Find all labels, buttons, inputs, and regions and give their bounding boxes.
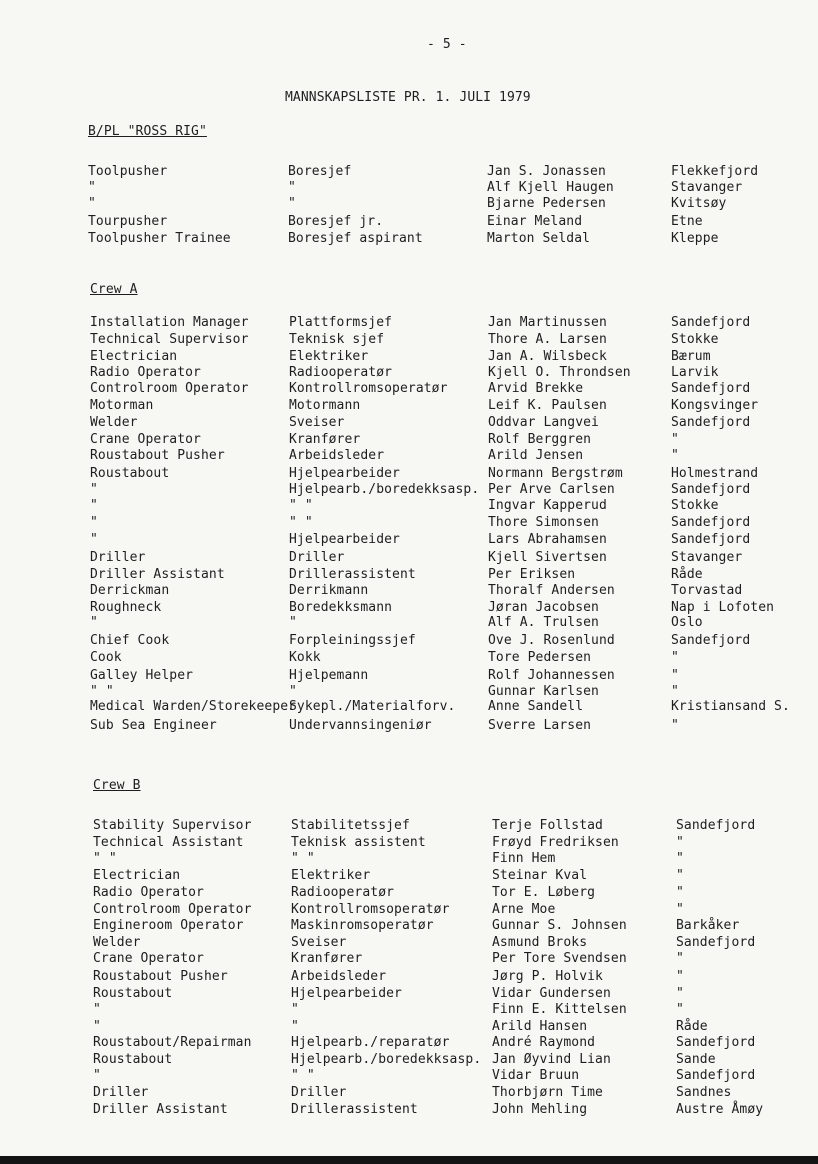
- position-en: " ": [90, 684, 114, 699]
- position-no: Derrikmann: [289, 583, 369, 598]
- position-en: Cook: [90, 650, 122, 665]
- position-en: ": [90, 482, 98, 497]
- person-name: Ove J. Rosenlund: [488, 633, 615, 648]
- person-name: Gunnar S. Johnsen: [492, 918, 627, 933]
- position-no: Stabilitetssjef: [291, 818, 410, 833]
- position-en: Electrician: [93, 868, 181, 883]
- position-en: ": [88, 180, 96, 195]
- position-en: Welder: [90, 415, 138, 430]
- person-name: Alf A. Trulsen: [488, 615, 599, 630]
- person-name: Thorbjørn Time: [492, 1085, 603, 1100]
- position-en: Derrickman: [90, 583, 170, 598]
- home-town: Kristiansand S.: [671, 699, 790, 714]
- position-no: Kontrollromsoperatør: [289, 381, 448, 396]
- position-no: Driller: [289, 550, 345, 565]
- home-town: Kongsvinger: [671, 398, 759, 413]
- position-no: ": [289, 684, 297, 699]
- person-name: Jan A. Wilsbeck: [488, 349, 607, 364]
- position-en: Driller: [90, 550, 146, 565]
- person-name: Kjell O. Throndsen: [488, 365, 631, 380]
- home-town: Sandefjord: [676, 1068, 756, 1083]
- person-name: Bjarne Pedersen: [487, 196, 606, 211]
- position-en: Toolpusher Trainee: [88, 231, 231, 246]
- person-name: Normann Bergstrøm: [488, 466, 623, 481]
- person-name: Per Arve Carlsen: [488, 482, 615, 497]
- home-town: Råde: [676, 1019, 708, 1034]
- home-town: Nap i Lofoten: [671, 600, 775, 615]
- person-name: Alf Kjell Haugen: [487, 180, 614, 195]
- position-en: ": [93, 1019, 101, 1034]
- position-no: Boresjef aspirant: [288, 231, 423, 246]
- person-name: Einar Meland: [487, 214, 583, 229]
- person-name: Arne Moe: [492, 902, 556, 917]
- position-no: Hjelpearbeider: [289, 466, 400, 481]
- home-town: Bærum: [671, 349, 711, 364]
- section-heading: Crew B: [93, 778, 141, 793]
- home-town: Sandefjord: [671, 315, 751, 330]
- home-town: Kvitsøy: [671, 196, 727, 211]
- position-no: ": [289, 615, 297, 630]
- person-name: Gunnar Karlsen: [488, 684, 599, 699]
- position-en: Controlroom Operator: [93, 902, 252, 917]
- person-name: Jan Martinussen: [488, 315, 607, 330]
- person-name: Thore A. Larsen: [488, 332, 607, 347]
- home-town: Etne: [671, 214, 703, 229]
- position-no: Sveiser: [289, 415, 345, 430]
- home-town: Råde: [671, 567, 703, 582]
- position-en: ": [90, 515, 98, 530]
- person-name: Thoralf Andersen: [488, 583, 615, 598]
- home-town: Sandefjord: [676, 818, 756, 833]
- scan-edge: [0, 1156, 818, 1164]
- position-no: Sveiser: [291, 935, 347, 950]
- section-heading: Crew A: [90, 282, 138, 297]
- home-town: Flekkefjord: [671, 164, 759, 179]
- position-en: Roustabout/Repairman: [93, 1035, 252, 1050]
- position-no: Undervannsingeniør: [289, 718, 432, 733]
- position-no: Radiooperatør: [289, 365, 393, 380]
- position-no: Boresjef jr.: [288, 214, 384, 229]
- home-town: Holmestrand: [671, 466, 759, 481]
- position-no: Boresjef: [288, 164, 352, 179]
- position-en: ": [93, 1068, 101, 1083]
- person-name: Marton Seldal: [487, 231, 591, 246]
- position-no: Hjelpearb./boredekksasp.: [289, 482, 480, 497]
- home-town: Sandefjord: [671, 515, 751, 530]
- home-town: Stavanger: [671, 180, 743, 195]
- position-en: ": [88, 196, 96, 211]
- person-name: Per Tore Svendsen: [492, 951, 627, 966]
- person-name: Vidar Gundersen: [492, 986, 611, 1001]
- position-no: Elektriker: [291, 868, 371, 883]
- home-town: Austre Åmøy: [676, 1102, 764, 1117]
- position-en: Chief Cook: [90, 633, 170, 648]
- person-name: Terje Follstad: [492, 818, 603, 833]
- person-name: Steinar Kval: [492, 868, 588, 883]
- position-no: Kranfører: [291, 951, 363, 966]
- person-name: Rolf Johannessen: [488, 668, 615, 683]
- person-name: Sverre Larsen: [488, 718, 592, 733]
- home-town: Stokke: [671, 332, 719, 347]
- position-no: " ": [289, 515, 313, 530]
- position-en: Driller: [93, 1085, 149, 1100]
- document-title: MANNSKAPSLISTE PR. 1. JULI 1979: [285, 90, 531, 105]
- position-en: Crane Operator: [93, 951, 204, 966]
- position-no: Drillerassistent: [291, 1102, 418, 1117]
- position-en: Roustabout Pusher: [90, 448, 225, 463]
- position-no: ": [288, 196, 296, 211]
- position-no: Arbeidsleder: [289, 448, 385, 463]
- position-en: Medical Warden/Storekeeper: [90, 699, 297, 714]
- position-no: Maskinromsoperatør: [291, 918, 434, 933]
- position-en: Crane Operator: [90, 432, 201, 447]
- home-town: ": [676, 851, 684, 866]
- home-town: ": [676, 1002, 684, 1017]
- person-name: Anne Sandell: [488, 699, 584, 714]
- home-town: ": [676, 986, 684, 1001]
- person-name: Arild Jensen: [488, 448, 584, 463]
- home-town: Sandefjord: [671, 415, 751, 430]
- position-en: Technical Assistant: [93, 835, 244, 850]
- position-no: " ": [289, 498, 313, 513]
- position-en: Roughneck: [90, 600, 162, 615]
- home-town: Kleppe: [671, 231, 719, 246]
- position-no: Forpleiningssjef: [289, 633, 416, 648]
- person-name: Vidar Bruun: [492, 1068, 580, 1083]
- home-town: ": [676, 969, 684, 984]
- person-name: Rolf Berggren: [488, 432, 592, 447]
- position-no: Driller: [291, 1085, 347, 1100]
- person-name: Jørg P. Holvik: [492, 969, 603, 984]
- home-town: Larvik: [671, 365, 719, 380]
- person-name: Lars Abrahamsen: [488, 532, 607, 547]
- position-en: ": [90, 532, 98, 547]
- position-no: Boredekksmann: [289, 600, 393, 615]
- person-name: Kjell Sivertsen: [488, 550, 607, 565]
- position-en: Tourpusher: [88, 214, 168, 229]
- home-town: Sandefjord: [676, 1035, 756, 1050]
- position-en: " ": [93, 851, 117, 866]
- position-no: Hjelpearb./reparatør: [291, 1035, 450, 1050]
- person-name: Arild Hansen: [492, 1019, 588, 1034]
- position-en: Radio Operator: [90, 365, 201, 380]
- position-no: " ": [291, 851, 315, 866]
- position-no: Arbeidsleder: [291, 969, 387, 984]
- home-town: Sande: [676, 1052, 716, 1067]
- home-town: Oslo: [671, 615, 703, 630]
- home-town: Sandefjord: [671, 633, 751, 648]
- person-name: Tor E. Løberg: [492, 885, 596, 900]
- person-name: Ingvar Kapperud: [488, 498, 607, 513]
- position-no: Sykepl./Materialforv.: [289, 699, 456, 714]
- home-town: ": [676, 835, 684, 850]
- position-no: Motormann: [289, 398, 361, 413]
- position-no: Kranfører: [289, 432, 361, 447]
- person-name: André Raymond: [492, 1035, 596, 1050]
- position-no: Kokk: [289, 650, 321, 665]
- person-name: Finn Hem: [492, 851, 556, 866]
- position-no: Teknisk assistent: [291, 835, 426, 850]
- home-town: ": [671, 650, 679, 665]
- rig-name: B/PL "ROSS RIG": [88, 124, 207, 139]
- home-town: Stokke: [671, 498, 719, 513]
- position-en: Technical Supervisor: [90, 332, 249, 347]
- position-no: " ": [291, 1068, 315, 1083]
- person-name: Asmund Broks: [492, 935, 588, 950]
- position-no: Radiooperatør: [291, 885, 395, 900]
- position-no: Drillerassistent: [289, 567, 416, 582]
- person-name: Jøran Jacobsen: [488, 600, 599, 615]
- home-town: ": [676, 951, 684, 966]
- home-town: ": [671, 448, 679, 463]
- position-en: Controlroom Operator: [90, 381, 249, 396]
- home-town: ": [671, 684, 679, 699]
- position-en: Roustabout: [93, 1052, 173, 1067]
- home-town: Barkåker: [676, 918, 740, 933]
- home-town: ": [676, 868, 684, 883]
- position-en: Engineroom Operator: [93, 918, 244, 933]
- position-no: ": [291, 1019, 299, 1034]
- home-town: Sandefjord: [671, 482, 751, 497]
- home-town: Sandefjord: [671, 381, 751, 396]
- position-en: Galley Helper: [90, 668, 194, 683]
- position-en: Driller Assistant: [93, 1102, 228, 1117]
- position-en: Stability Supervisor: [93, 818, 252, 833]
- position-no: ": [288, 180, 296, 195]
- position-no: Elektriker: [289, 349, 369, 364]
- position-en: Roustabout Pusher: [93, 969, 228, 984]
- position-en: Driller Assistant: [90, 567, 225, 582]
- position-no: Hjelpearbeider: [289, 532, 400, 547]
- position-en: Roustabout: [93, 986, 173, 1001]
- position-no: ": [291, 1002, 299, 1017]
- home-town: Sandnes: [676, 1085, 732, 1100]
- person-name: Tore Pedersen: [488, 650, 592, 665]
- position-en: Roustabout: [90, 466, 170, 481]
- position-no: Hjelpearbeider: [291, 986, 402, 1001]
- home-town: Sandefjord: [676, 935, 756, 950]
- person-name: Arvid Brekke: [488, 381, 584, 396]
- home-town: ": [671, 718, 679, 733]
- position-en: Sub Sea Engineer: [90, 718, 217, 733]
- page-number: - 5 -: [427, 37, 467, 52]
- home-town: Torvastad: [671, 583, 743, 598]
- position-en: Motorman: [90, 398, 154, 413]
- person-name: Leif K. Paulsen: [488, 398, 607, 413]
- person-name: Finn E. Kittelsen: [492, 1002, 627, 1017]
- position-en: Toolpusher: [88, 164, 168, 179]
- position-en: Radio Operator: [93, 885, 204, 900]
- person-name: Thore Simonsen: [488, 515, 599, 530]
- person-name: Jan Øyvind Lian: [492, 1052, 611, 1067]
- position-no: Teknisk sjef: [289, 332, 385, 347]
- person-name: Jan S. Jonassen: [487, 164, 606, 179]
- home-town: ": [676, 885, 684, 900]
- position-en: Welder: [93, 935, 141, 950]
- position-en: ": [90, 498, 98, 513]
- home-town: ": [671, 668, 679, 683]
- position-no: Hjelpemann: [289, 668, 369, 683]
- person-name: John Mehling: [492, 1102, 588, 1117]
- home-town: Sandefjord: [671, 532, 751, 547]
- person-name: Oddvar Langvei: [488, 415, 599, 430]
- home-town: ": [676, 902, 684, 917]
- person-name: Per Eriksen: [488, 567, 576, 582]
- position-en: Electrician: [90, 349, 178, 364]
- position-no: Kontrollromsoperatør: [291, 902, 450, 917]
- position-no: Hjelpearb./boredekksasp.: [291, 1052, 482, 1067]
- person-name: Frøyd Fredriksen: [492, 835, 619, 850]
- position-no: Plattformsjef: [289, 315, 393, 330]
- position-en: Installation Manager: [90, 315, 249, 330]
- position-en: ": [90, 615, 98, 630]
- position-en: ": [93, 1002, 101, 1017]
- home-town: Stavanger: [671, 550, 743, 565]
- home-town: ": [671, 432, 679, 447]
